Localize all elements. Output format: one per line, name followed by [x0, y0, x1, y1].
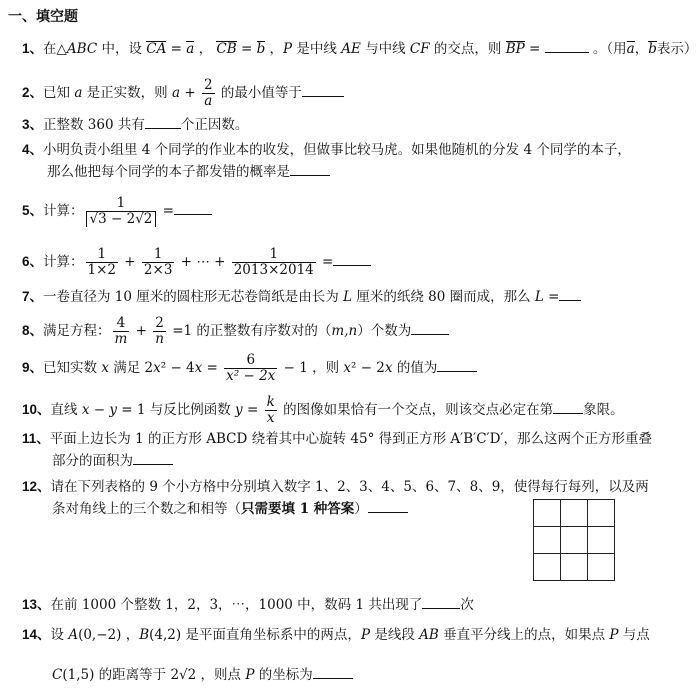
- question-13: 13、在前 1000 个整数 1，2，3，⋯，1000 中，数码 1 共出现了 次: [22, 597, 474, 613]
- question-12-line2: 条对角线上的三个数之和相等（只需要填 1 种答案）: [52, 500, 408, 518]
- answer-blank-2[interactable]: [302, 84, 344, 97]
- answer-blank-8[interactable]: [411, 322, 449, 335]
- question-3: 3、正整数 360 共有 个正因数。: [22, 117, 249, 133]
- grid-cell[interactable]: [534, 554, 561, 581]
- question-5: 5、计算： $\frac{1}{√3 - 2√2}$ =: [22, 196, 212, 227]
- question-14-line2: C(1,5) 的距离等于 2√2 ，则点 P 的坐标为: [52, 666, 353, 684]
- answer-blank-3[interactable]: [145, 116, 181, 129]
- grid-cell[interactable]: [534, 500, 561, 527]
- question-2: 2、已知 a 是正实数，则 a + $\frac{2}{a}$ 的最小值等于: [22, 78, 344, 109]
- answer-blank-4[interactable]: [290, 163, 330, 176]
- grid-cell[interactable]: [561, 554, 588, 581]
- question-10: 10、直线 x − y = 1 与反比例函数 y = $\frac{k}{x}$ 的图像如果恰有一个交点，则该交点必定在第 象限。: [22, 394, 624, 426]
- answer-blank-5[interactable]: [174, 202, 212, 215]
- question-12: 12、请在下列表格的 9 个小方格中分别填入数字 1、2、3、4、5、6、7、8、9，使得每行每列，以及两: [22, 479, 649, 495]
- question-14: 14、设 A(0,−2) ，B(4,2) 是平面直角坐标系中的两点，P 是线段 AB 垂直平分线上的点，如果点 P 与点: [22, 627, 650, 643]
- question-1: 1、在△ABC 中，设 CA = a ， CB = b ，P 是中线 AE 与中线 CF 的交点，则 BP = 。（用a，b表示）: [22, 41, 697, 57]
- section-title: 一、填空题: [8, 9, 78, 25]
- answer-blank-13[interactable]: [422, 596, 460, 609]
- grid-cell[interactable]: [561, 527, 588, 554]
- answer-blank-1[interactable]: [545, 40, 589, 53]
- question-8: 8、满足方程： $\frac{4}{m}$ + $\frac{2}{n}$ =1 的正整数有序数对的（m,n）个数为: [22, 316, 449, 347]
- question-11-line2: 部分的面积为: [52, 452, 173, 470]
- grid-cell[interactable]: [588, 500, 615, 527]
- grid-cell[interactable]: [588, 527, 615, 554]
- question-4-line2: 那么他把每个同学的本子都发错的概率是: [47, 163, 330, 181]
- answer-blank-7[interactable]: [559, 288, 581, 301]
- question-7: 7、一卷直径为 10 厘米的圆柱形无芯卷筒纸是由长为 L 厘米的纸绕 80 圈而成，那么 L =: [22, 288, 581, 306]
- answer-blank-11[interactable]: [133, 452, 173, 465]
- question-6: 6、计算： $\frac{1}{1\times 2}$ + $\frac{1}{2\times 3}$ + ⋯ + $\frac{1}{2013\times 2014}$ =: [22, 247, 371, 278]
- question-4: 4、小明负责小组里 4 个同学的作业本的收发，但做事比较马虎。如果他随机的分发 4 个同学的本子，: [22, 142, 631, 158]
- answer-blank-14[interactable]: [313, 666, 353, 679]
- grid-cell[interactable]: [588, 554, 615, 581]
- grid-cell[interactable]: [534, 527, 561, 554]
- answer-blank-6[interactable]: [333, 253, 371, 266]
- answer-blank-10[interactable]: [553, 401, 583, 414]
- question-11: 11、平面上边长为 1 的正方形 ABCD 绕着其中心旋转 45° 得到正方形 A′B′C′D′，那么这两个正方形重叠: [22, 431, 652, 447]
- question-9: 9、已知实数 x 满足 2x² − 4x = $\frac{6}{\text{x² − 2x}}$ − 1 ，则 x² − 2x 的值为: [22, 353, 477, 384]
- grid-cell[interactable]: [561, 500, 588, 527]
- magic-square-grid: [533, 499, 615, 581]
- answer-blank-12[interactable]: [368, 500, 408, 513]
- answer-blank-9[interactable]: [437, 359, 477, 372]
